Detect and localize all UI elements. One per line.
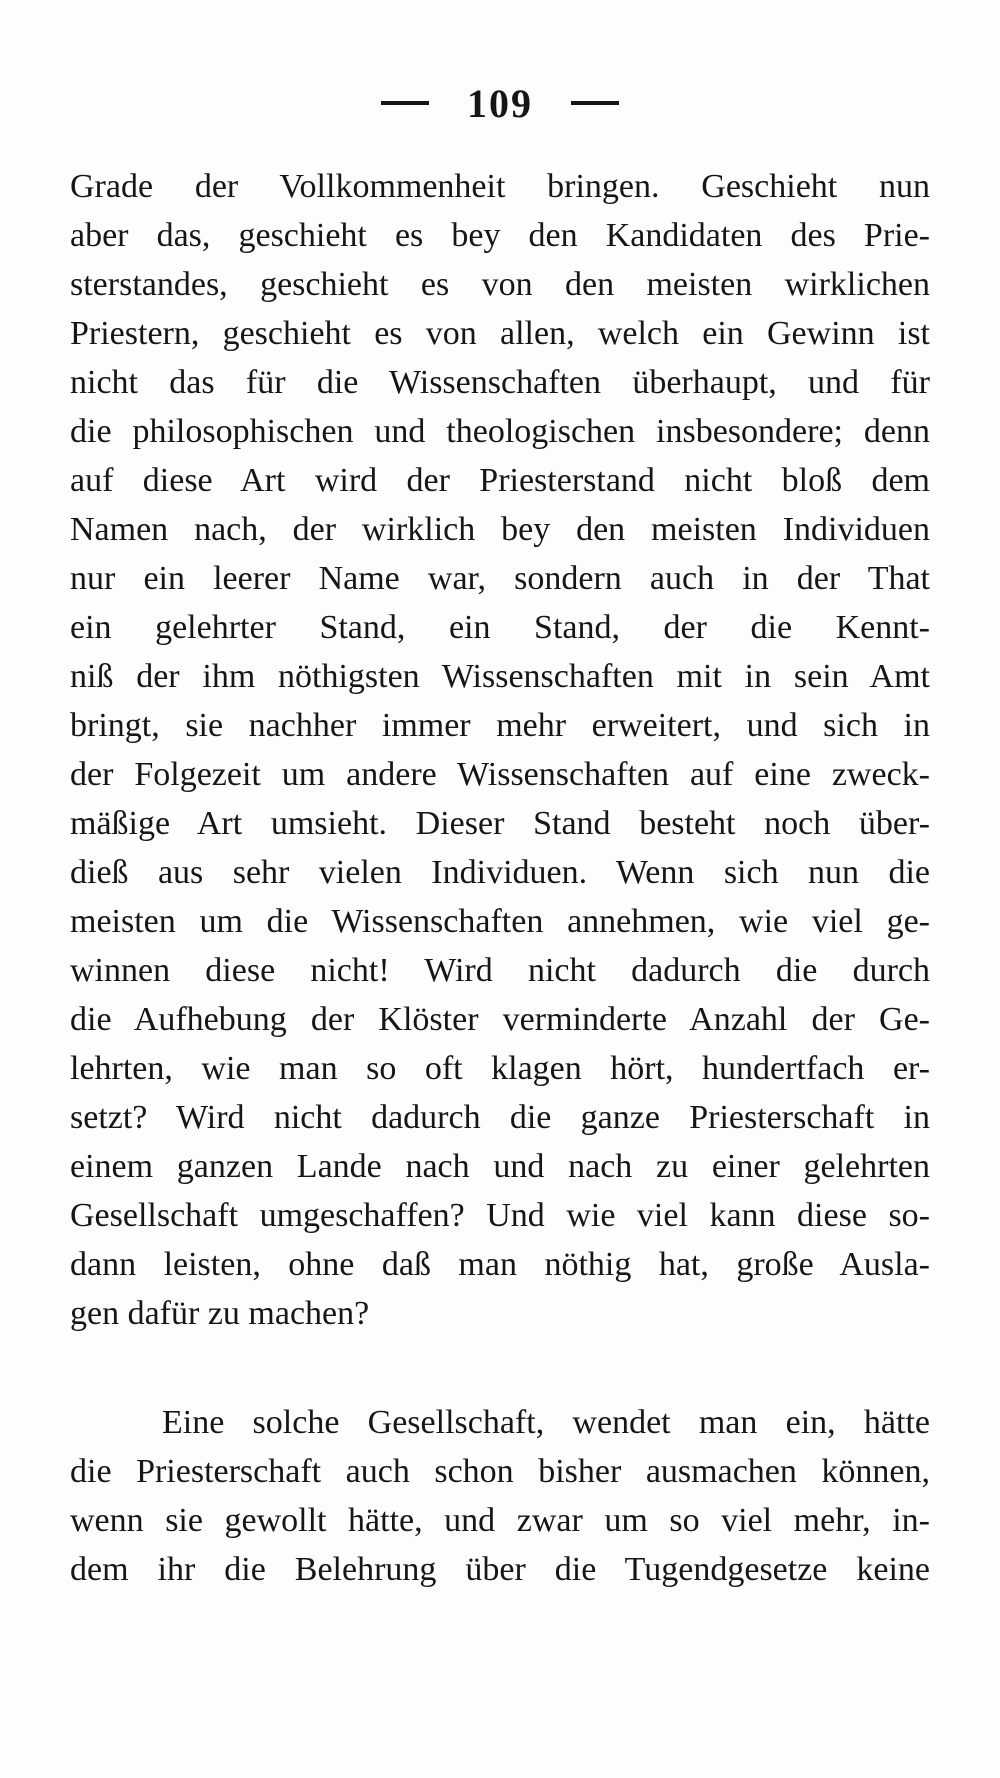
paragraph-2 [70,1398,930,1594]
text-line: einem ganzen Lande nach und nach zu einer gelehrten [70,1148,930,1185]
text-line: Eine solche Gesellschaft, wendet man ein, hätte [162,1404,930,1441]
page-number: 109 [467,80,533,126]
text-line: winnen diese nicht! Wird nicht dadurch die durch [70,952,930,989]
text-line: setzt? Wird nicht dadurch die ganze Priesterschaft in [70,1099,930,1136]
text-line: die Priesterschaft auch schon bisher ausmachen können, [70,1453,930,1490]
text-line: gen dafür zu machen? [70,1295,370,1332]
text-line: dann leisten, ohne daß man nöthig hat, große Ausla- [70,1246,930,1283]
page-header [0,78,1000,128]
text-line: die philosophischen und theologischen insbesondere; denn [70,413,930,450]
text-line: dieß aus sehr vielen Individuen. Wenn sich nun die [70,854,930,891]
text-line: Namen nach, der wirklich bey den meisten Individuen [70,511,930,548]
text-line: niß der ihm nöthigsten Wissenschaften mit in sein Amt [70,658,930,695]
text-line: mäßige Art umsieht. Dieser Stand besteht noch über- [70,805,930,842]
text-line: Priestern, geschieht es von allen, welch ein Gewinn ist [70,315,930,352]
text-line: wenn sie gewollt hätte, und zwar um so viel mehr, in- [70,1502,930,1539]
text-line: meisten um die Wissenschaften annehmen, wie viel ge- [70,903,930,940]
text-line: Gesellschaft umgeschaffen? Und wie viel kann diese so- [70,1197,930,1234]
header-dash-left [381,101,429,105]
text-line: Grade der Vollkommenheit bringen. Geschieht nun [70,168,930,205]
text-line: aber das, geschieht es bey den Kandidaten des Prie- [70,217,930,254]
text-line: auf diese Art wird der Priesterstand nicht bloß dem [70,462,930,499]
text-line: dem ihr die Belehrung über die Tugendgesetze keine [70,1551,930,1588]
header-dash-right [571,101,619,105]
text-line: bringt, sie nachher immer mehr erweitert, und sich in [70,707,930,744]
text-line: der Folgezeit um andere Wissenschaften auf eine zweck- [70,756,930,793]
text-line: die Aufhebung der Klöster verminderte Anzahl der Ge- [70,1001,930,1038]
text-line: nicht das für die Wissenschaften überhaupt, und für [70,364,930,401]
text-line: sterstandes, geschieht es von den meisten wirklichen [70,266,930,303]
text-line: nur ein leerer Name war, sondern auch in der That [70,560,930,597]
text-line: ein gelehrter Stand, ein Stand, der die Kennt- [70,609,930,646]
text-line: lehrten, wie man so oft klagen hört, hundertfach er- [70,1050,930,1087]
paragraph-1 [70,162,930,1338]
